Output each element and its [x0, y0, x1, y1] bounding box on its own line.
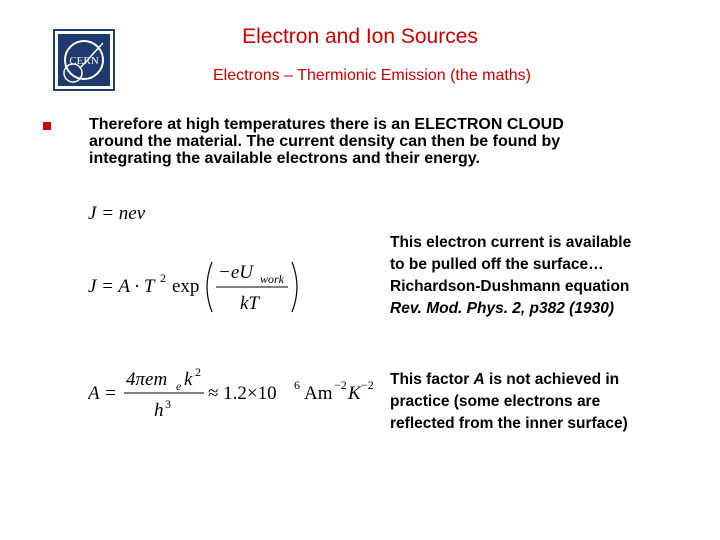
- eq3-units-power: −2: [334, 378, 347, 392]
- bullet-paragraph: [89, 116, 634, 167]
- note-electron-current: [390, 232, 690, 320]
- eq2-left-paren: [207, 262, 212, 312]
- eq2-func: exp: [172, 276, 200, 297]
- note-line: Richardson-Dushmann equation: [390, 278, 630, 295]
- eq3-approx-power: 6: [294, 378, 300, 392]
- paragraph-line: integrating the available electrons and their energy.: [89, 150, 480, 167]
- title-text: Electron and Ion Sources: [242, 25, 478, 48]
- subtitle-text: Electrons – Thermionic Emission (the maths): [212, 67, 532, 84]
- paragraph-line: Therefore at high temperatures there is an ELECTRON CLOUD: [89, 116, 564, 133]
- bullet-square-icon: [43, 122, 51, 130]
- eq2-lhs: J = A · T: [88, 276, 155, 297]
- note-line: practice (some electrons are: [390, 393, 601, 410]
- note-factor-a: [390, 369, 690, 435]
- eq3-units: Am: [304, 383, 333, 404]
- eq3-numerator-k: k: [184, 369, 193, 390]
- equation-richardson-constant: [88, 363, 378, 423]
- subtitle: [0, 67, 720, 85]
- eq2-right-paren: [292, 262, 297, 312]
- eq3-units-k-power: −2: [361, 378, 374, 392]
- note-line: to be pulled off the surface…: [390, 256, 604, 273]
- equation-richardson: [88, 256, 308, 316]
- note-line: This electron current is available: [390, 234, 632, 251]
- eq3-numerator: 4πem: [126, 369, 168, 390]
- eq2-power: 2: [160, 271, 166, 285]
- reference-text: Rev. Mod. Phys. 2, p382 (1930): [390, 300, 614, 317]
- eq1-rhs: = nev: [101, 203, 146, 224]
- eq1-lhs: J: [88, 203, 97, 224]
- note-line: reflected from the inner surface): [390, 415, 628, 432]
- note-line: [390, 369, 690, 391]
- note-variable: A: [473, 371, 485, 388]
- eq2-numerator-sub: work: [260, 272, 284, 286]
- eq3-numerator-power: 2: [195, 365, 201, 379]
- eq2-numerator: −eU: [218, 262, 253, 283]
- equation-current-density: [88, 203, 145, 225]
- note-text: This factor: [390, 371, 474, 388]
- paragraph-line: around the material. The current density can then be found by: [89, 133, 561, 150]
- page-title: [0, 25, 720, 49]
- eq3-approx: ≈ 1.2×10: [208, 383, 277, 404]
- eq3-lhs: A =: [88, 383, 117, 404]
- eq3-numerator-sub: e: [176, 379, 182, 393]
- logo-text: CERN: [69, 55, 99, 67]
- note-reference: [390, 298, 690, 320]
- eq3-denominator-power: 3: [165, 397, 171, 411]
- eq2-denominator: kT: [240, 293, 259, 314]
- eq3-units-k: K: [348, 383, 361, 404]
- eq3-denominator: h: [154, 400, 164, 421]
- note-text: is not achieved in: [484, 371, 620, 388]
